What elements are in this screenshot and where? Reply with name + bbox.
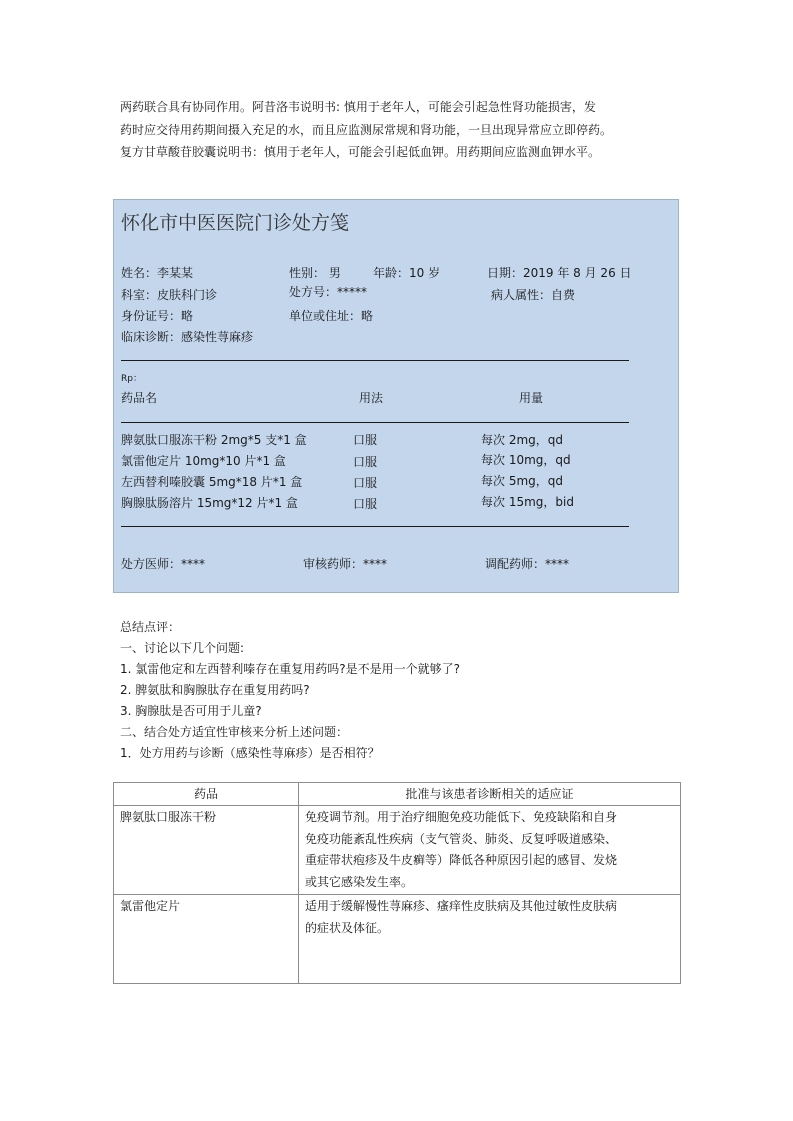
divider [121,526,629,527]
drug-usage: 口服 [353,455,378,469]
reviewing-pharmacist: 审核药师：**** [303,557,388,571]
drug-usage: 口服 [353,476,378,490]
intro-line: 药时应交待用药期间摄入充足的水，而且应监测尿常规和肾功能，一旦出现异常应立即停药。 [120,122,613,137]
intro-line: 复方甘草酸苷胶囊说明书：慎用于老年人，可能会引起低血钾。用药期间应监测血钾水平。 [120,145,601,159]
table-cell-drug: 脾氨肽口服冻干粉 [114,806,299,895]
prescription-date: 日期：2019 年 8 月 26 日 [487,266,632,280]
indication-line: 免疫调节剂。用于治疗细胞免疫功能低下、免疫缺陷和自身 [305,810,618,824]
divider [121,422,629,423]
indication-line: 或其它感染发生率。 [305,874,414,889]
drug-usage: 口服 [353,433,378,447]
drug-dose: 每次 15mg，bid [481,495,574,509]
summary-line: 2. 脾氨肽和胸腺肽存在重复用药吗? [120,683,310,697]
table-row [114,806,681,895]
patient-name: 姓名：李某某 [121,266,194,280]
summary-line: 1. 氯雷他定和左西替利嗪存在重复用药吗?是不是用一个就够了? [120,662,461,676]
intro-line: 两药联合具有协同作用。阿昔洛韦说明书: 慎用于老年人，可能会引起急性肾功能损害，发 [120,100,596,114]
drug-usage: 口服 [353,497,378,511]
indication-line: 适用于缓解慢性荨麻疹、瘙痒性皮肤病及其他过敏性皮肤病 [305,899,618,913]
table-row [114,895,681,984]
intro-paragraph [120,96,680,164]
prescription-form [113,199,679,593]
drug-name: 左西替利嗪胶囊 5mg*18 片*1 盒 [121,475,303,489]
summary-line: 一、讨论以下几个问题: [120,641,245,655]
prescribing-doctor: 处方医师：**** [121,557,206,571]
patient-age: 年龄：10 岁 [373,266,441,280]
drug-name: 胸腺肽肠溶片 15mg*12 片*1 盒 [121,496,298,510]
drug-dose: 每次 10mg，qd [481,453,571,467]
dispensing-pharmacist: 调配药师：**** [485,557,570,571]
indication-table [113,782,681,984]
indication-line: 重症带状疱疹及牛皮癣等）降低各种原因引起的感冒、发烧 [305,853,618,867]
patient-gender: 性别： 男 [289,266,341,280]
indication-line [305,961,672,983]
summary-section [120,617,460,764]
table-cell-drug: 氯雷他定片 [114,895,299,984]
table-header-drug: 药品 [114,783,299,806]
summary-line: 二、结合处方适宜性审核来分析上述问题： [120,725,349,739]
summary-line: 1．处方用药与诊断（感染性荨麻疹）是否相符？ [120,746,380,760]
indication-line [305,939,672,961]
usage-header: 用法 [359,391,384,405]
summary-line: 总结点评： [120,620,181,634]
indication-line: 的症状及体征。 [305,920,390,935]
drug-header: 药品名 [121,391,158,405]
table-header-row [114,783,681,806]
prescription-number: 处方号：***** [289,285,368,299]
indication-line: 免疫功能紊乱性疾病（支气管炎、肺炎、反复呼吸道感染、 [305,831,618,846]
drug-dose: 每次 2mg，qd [481,433,563,447]
rp-label: Rp： [121,374,142,384]
address: 单位或住址：略 [289,309,374,323]
drug-name: 氯雷他定片 10mg*10 片*1 盒 [121,454,286,468]
patient-type: 病人属性：自费 [491,288,576,302]
table-header-indication: 批准与该患者诊断相关的适应证 [299,783,681,806]
drug-name: 脾氨肽口服冻干粉 2mg*5 支*1 盒 [121,433,307,447]
id-number: 身份证号：略 [121,309,194,323]
table-cell-indication [299,806,681,895]
table-cell-indication [299,895,681,984]
department: 科室：皮肤科门诊 [121,288,218,302]
dose-header: 用量 [519,391,544,405]
divider [121,360,629,361]
summary-line: 3. 胸腺肽是否可用于儿童? [120,704,262,718]
drug-dose: 每次 5mg，qd [481,474,563,488]
clinical-diagnosis: 临床诊断：感染性荨麻疹 [121,330,254,344]
prescription-title: 怀化市中医医院门诊处方笺 [121,212,350,234]
